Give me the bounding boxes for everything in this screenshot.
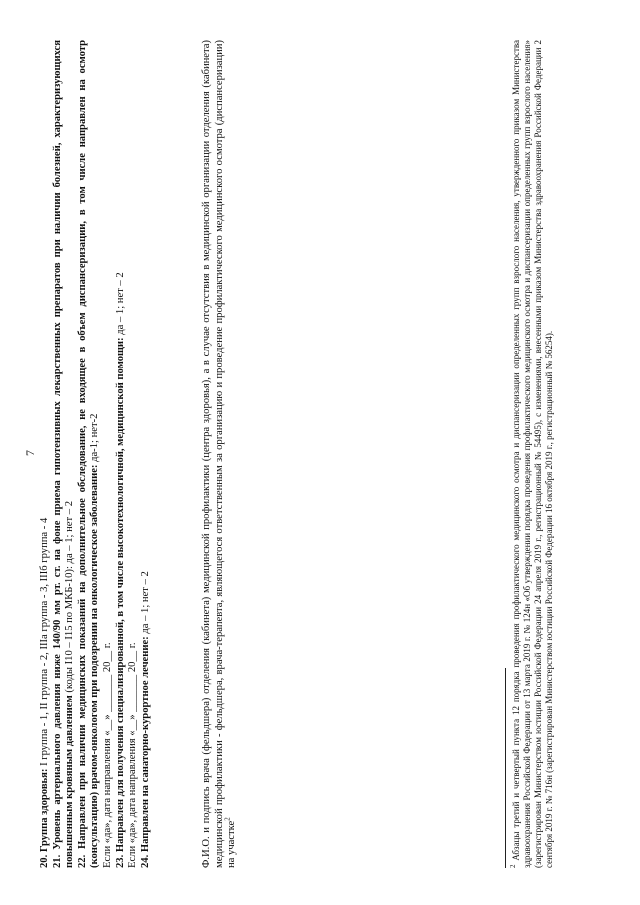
signature-line xyxy=(201,40,239,868)
item-title: Направлен для получения специализированной, в том числе высокотехнологичной, медицинской помощи: xyxy=(114,337,126,853)
rotated-sheet xyxy=(15,18,635,888)
form-items xyxy=(39,40,152,868)
item-text: Если «да», дата направления «__» _______ 20__ г. xyxy=(101,642,113,868)
item-title: Уровень артериального давления ниже 140/90 мм рт. ст. на фоне приема гипотензивных лекарственных препаратов при наличии болезней, характеризующихся повышенным кровяным давлением xyxy=(51,40,76,868)
item-text: I группа - 1, II группа - 2, IIIа группа - 3, IIIб группа - 4 xyxy=(39,517,50,769)
item-text: (коды I10 – I15 по МКБ-10): да – 1; нет – 2 xyxy=(64,500,76,696)
item-number: 22. xyxy=(76,854,88,868)
footnote-ref: 2 xyxy=(223,817,232,821)
footnote-mark: 2 xyxy=(509,864,517,868)
item-text: да – 1; нет – 2 xyxy=(139,571,151,637)
footnote-text: Абзацы третий и четвертый пункта 12 порядка проведения профилактического медицинского осмотра и диспансеризации определенных групп взрослого населения, утвержденного приказом Министерства здравоохранения Российской Федерации от 13 марта 2019 г. № 124н «Об утверждении порядка проведения профилактического медицинского осмотра и диспансеризации определенных групп взрослого населения» (зарегистрирован Министерством юстиции Российской Федерации 24 апреля 2019 г., регистрационный № 54495), с изменениями, внесенными приказом Министерства здравоохранения Российской Федерации 2 сентября 2019 г. № 716н (зарегистрирован Министерством юстиции Российской Федерации 16 октября 2019 г., регистрационный № 56254). xyxy=(511,40,554,868)
item-number: 21. xyxy=(51,854,63,868)
item-number: 20. xyxy=(39,854,50,868)
item-title: Группа здоровья: xyxy=(39,768,50,853)
item-22 xyxy=(77,40,102,868)
item-number: 23. xyxy=(114,854,126,868)
item-20 xyxy=(39,40,52,868)
footnote-separator xyxy=(505,668,506,868)
item-24 xyxy=(140,40,153,868)
item-number: 24. xyxy=(139,854,151,868)
signature-text: Ф.И.О. и подпись врача (фельдшера) отделения (кабинета) медицинской профилактики (центра здоровья), а в случае отсутствия в медицинской организации отделения (кабинета) медицинской профилактики - фельдшера, врача-терапевта, являющегося ответственным за организацию и проведение профилактического медицинского осмотра (диспансеризации) на участке xyxy=(201,40,238,868)
page-number: 7 xyxy=(23,450,37,456)
item-text: да – 1; нет – 2 xyxy=(114,272,126,338)
item-text: да-1; нет-2 xyxy=(89,413,101,465)
item-title: Направлен при наличии медицинских показаний на дополнительное обследование, не входящее в объем диспансеризации, в том числе направлен на осмотр (консультацию) врачом-онкологом при подозрении на онкологическое заболевание: xyxy=(76,39,101,868)
item-23-date xyxy=(127,40,140,868)
item-23 xyxy=(115,40,128,868)
footnote xyxy=(511,40,555,868)
item-21 xyxy=(52,40,77,868)
item-text: Если «да», дата направления «__» _______ 20__ г. xyxy=(127,642,139,868)
item-title: Направлен на санаторно-курортное лечение: xyxy=(139,636,151,853)
item-22-date xyxy=(102,40,115,868)
